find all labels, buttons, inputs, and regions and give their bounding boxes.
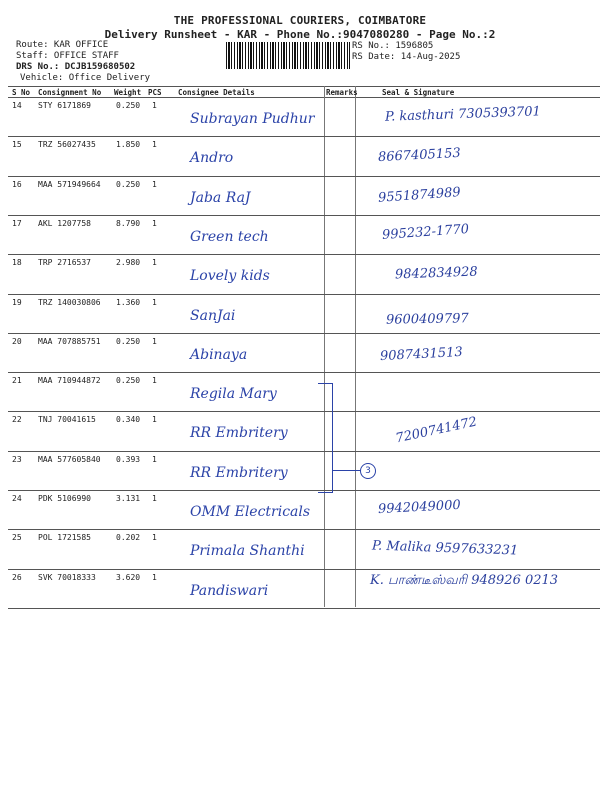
row-pcs: 1 — [152, 376, 157, 386]
row-consignee-handwritten: Lovely kids — [190, 268, 270, 285]
header-divider — [8, 97, 600, 98]
row-sno: 26 — [12, 572, 22, 582]
row-consignee-handwritten: Abinaya — [190, 346, 248, 363]
row-consignee-handwritten: RR Embritery — [190, 425, 288, 442]
row-weight: 3.131 — [116, 494, 141, 503]
route-label: Route: KAR OFFICE — [16, 40, 109, 50]
row-consignment-no: STY 6171869 — [38, 101, 91, 110]
row-signature-handwritten: 9942049000 — [377, 497, 462, 518]
row-weight: 0.250 — [116, 336, 141, 346]
row-divider — [8, 333, 600, 334]
row-sno: 25 — [12, 533, 22, 543]
row-consignment-no: MAA 571949664 — [38, 179, 101, 189]
row-sno: 21 — [12, 376, 22, 386]
row-consignment-no: TRZ 56027435 — [38, 140, 96, 150]
row-weight: 0.250 — [116, 179, 141, 189]
row-consignee-handwritten: Jaba RaJ — [190, 189, 251, 206]
row-weight: 0.250 — [116, 376, 141, 386]
row-divider — [8, 294, 600, 295]
row-consignee-handwritten: SanJai — [190, 307, 236, 324]
row-weight: 2.980 — [116, 258, 141, 268]
row-consignee-handwritten: OMM Electricals — [190, 504, 311, 520]
row-signature-handwritten: P. kasthuri 7305393701 — [384, 104, 542, 125]
row-sno: 15 — [12, 140, 22, 150]
row-weight: 8.790 — [116, 218, 141, 228]
row-consignment-no: POL 1721585 — [38, 533, 91, 543]
row-divider — [8, 372, 600, 373]
row-consignment-no: SVK 70018333 — [38, 572, 96, 582]
col-weight: Weight — [114, 88, 142, 97]
row-consignment-no: TRP 2716537 — [38, 258, 91, 268]
row-sno: 17 — [12, 218, 22, 228]
row-sno: 22 — [12, 415, 22, 425]
group-arrow — [333, 470, 361, 471]
row-consignment-no: MAA 707885751 — [38, 336, 101, 346]
row-signature-handwritten: 7200741472 — [394, 414, 479, 447]
row-sno: 14 — [12, 101, 22, 110]
row-divider — [8, 136, 600, 137]
vehicle-label: Vehicle: Office Delivery — [20, 73, 151, 83]
row-weight: 0.393 — [116, 454, 141, 464]
row-consignee-handwritten: Andro — [190, 150, 234, 167]
row-divider — [8, 254, 600, 255]
row-sno: 18 — [12, 258, 22, 268]
row-divider — [8, 411, 600, 412]
row-pcs: 1 — [152, 179, 157, 189]
row-pcs: 1 — [152, 297, 157, 307]
staff-label: Staff: OFFICE STAFF — [16, 51, 119, 61]
row-divider — [8, 176, 600, 177]
runsheet-subtitle: Delivery Runsheet - KAR - Phone No.:9047080280 - Page No.:2 — [104, 28, 496, 41]
col-sno: S No — [12, 88, 31, 97]
row-signature-handwritten: P. Malika 9597633231 — [371, 538, 519, 559]
row-signature-handwritten: 8667405153 — [377, 146, 462, 166]
row-consignee-handwritten: Subrayan Pudhur — [190, 111, 315, 127]
row-weight: 1.360 — [116, 297, 141, 307]
row-consignment-no: MAA 710944872 — [38, 376, 101, 386]
col-consignee: Consignee Details — [178, 88, 255, 97]
company-title: THE PROFESSIONAL COURIERS, COIMBATORE — [173, 14, 427, 27]
row-consignee-handwritten: Regila Mary — [190, 386, 277, 403]
row-signature-handwritten: K. பாண்டீஸ்வரி 948926 0213 — [370, 572, 559, 588]
row-divider — [8, 451, 600, 452]
row-signature-handwritten: 9600409797 — [385, 310, 469, 328]
row-pcs: 1 — [152, 140, 157, 150]
barcode — [226, 42, 350, 69]
row-pcs: 1 — [152, 101, 157, 110]
col-remarks: Remarks — [326, 88, 358, 97]
row-signature-handwritten: 9551874989 — [377, 184, 462, 206]
col-pcs: PCS — [148, 88, 162, 97]
row-weight: 3.620 — [116, 572, 141, 582]
row-consignee-handwritten: Pandiswari — [190, 582, 269, 599]
rs-info — [352, 41, 460, 63]
row-weight: 0.202 — [116, 533, 141, 543]
row-pcs: 1 — [152, 258, 157, 268]
row-consignment-no: PDK 5106990 — [38, 494, 91, 503]
row-pcs: 1 — [152, 415, 157, 425]
row-consignment-no: AKL 1207758 — [38, 218, 91, 228]
row-pcs: 1 — [152, 454, 157, 464]
row-signature-handwritten: 9087431513 — [379, 344, 464, 364]
row-sno: 16 — [12, 179, 22, 189]
row-pcs: 1 — [152, 494, 157, 503]
row-divider — [8, 215, 600, 216]
row-consignment-no: TRZ 140030806 — [38, 297, 101, 307]
row-weight: 1.850 — [116, 140, 141, 150]
row-pcs: 1 — [152, 533, 157, 543]
row-consignee-handwritten: RR Embritery — [190, 464, 288, 481]
table-top-border — [8, 86, 600, 87]
row-weight: 0.340 — [116, 415, 141, 425]
row-pcs: 1 — [152, 572, 157, 582]
col-consignment: Consignment No — [38, 88, 102, 97]
row-sno: 20 — [12, 336, 22, 346]
rs-date: RS Date: 14-Aug-2025 — [352, 52, 461, 62]
group-bracket — [318, 383, 333, 493]
row-weight: 0.250 — [116, 101, 141, 110]
row-pcs: 1 — [152, 218, 157, 228]
drs-number: DRS No.: DCJB159680502 — [16, 62, 136, 72]
row-signature-handwritten: 9842834928 — [394, 264, 478, 283]
row-consignee-handwritten: Green tech — [190, 228, 269, 245]
row-divider — [8, 490, 600, 491]
row-consignment-no: MAA 577605840 — [38, 454, 101, 464]
group-count-badge: 3 — [360, 463, 376, 479]
row-pcs: 1 — [152, 336, 157, 346]
row-divider — [8, 569, 600, 570]
row-signature-handwritten: 995232-1770 — [381, 221, 470, 243]
row-sno: 24 — [12, 494, 22, 503]
row-sno: 23 — [12, 454, 22, 464]
col-signature: Seal & Signature — [382, 88, 455, 97]
row-consignee-handwritten: Primala Shanthi — [190, 543, 305, 560]
row-divider — [8, 529, 600, 530]
rs-number: RS No.: 1596805 — [352, 41, 434, 51]
row-divider — [8, 608, 600, 609]
row-sno: 19 — [12, 297, 22, 307]
row-consignment-no: TNJ 70041615 — [38, 415, 96, 425]
